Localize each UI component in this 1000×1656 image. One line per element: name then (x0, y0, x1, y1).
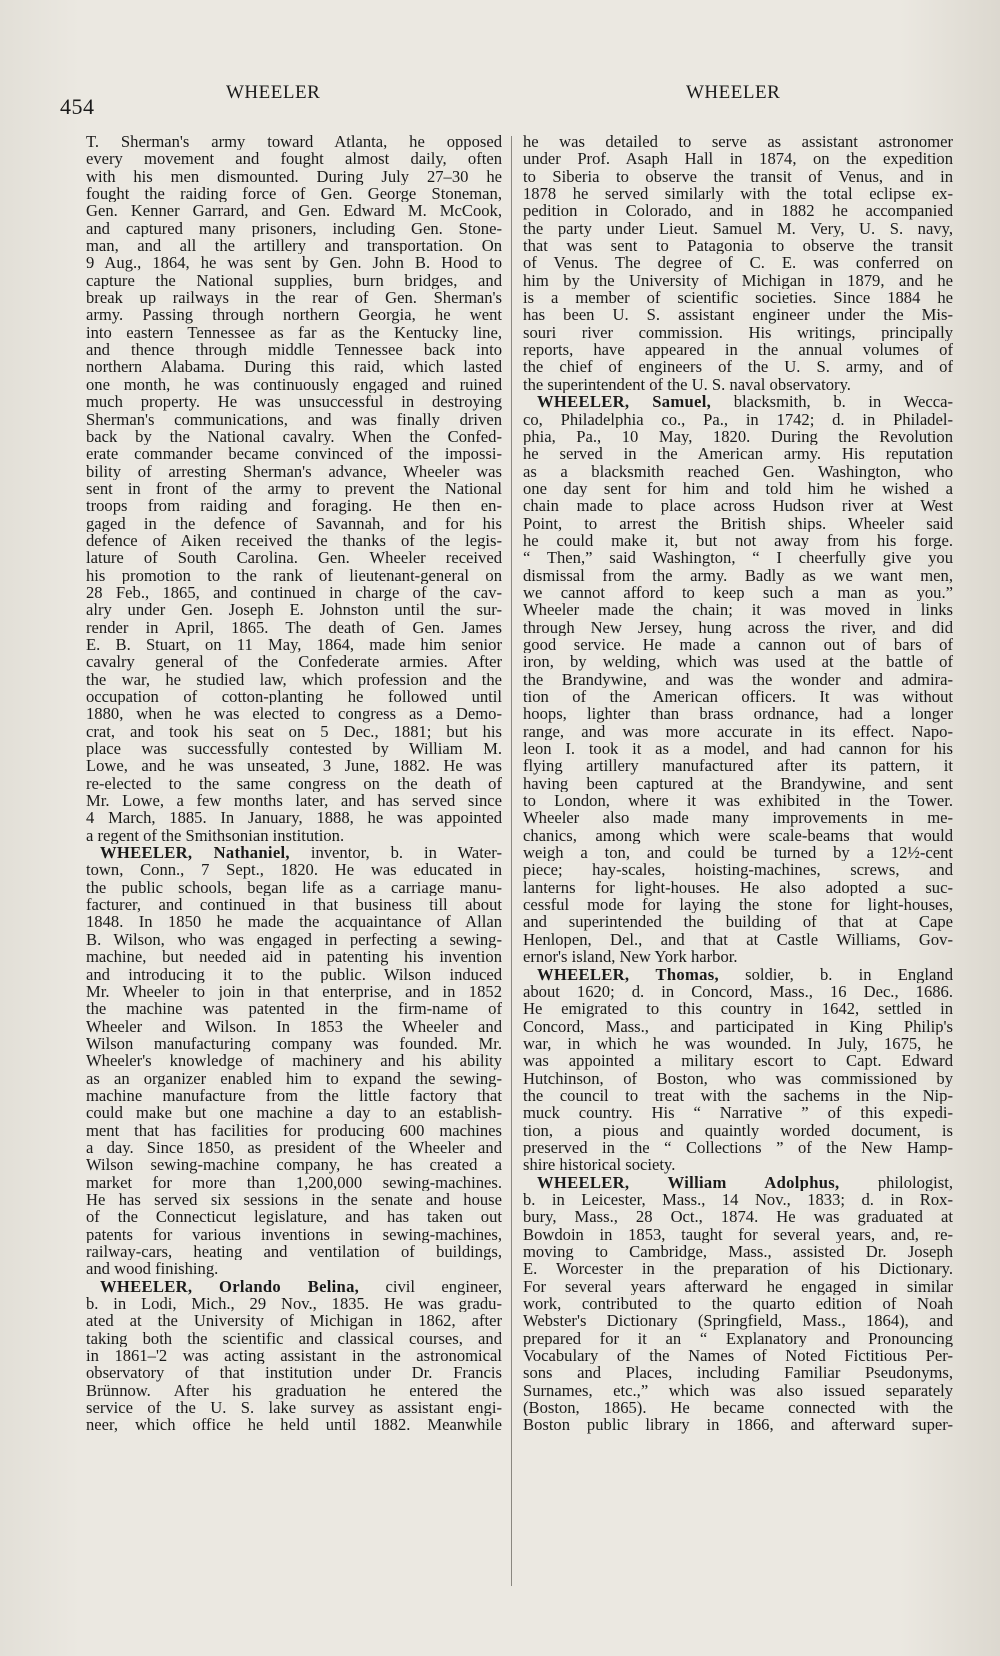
text-line: Brünnow. After his graduation he entered the (86, 1381, 502, 1400)
text-line: and wood finishing. (86, 1260, 219, 1278)
text-line: souri river commission. His writings, principally (523, 323, 953, 342)
left-text-column (86, 133, 502, 1434)
text-line: defence of Aiken received the thanks of the legis- (86, 531, 502, 550)
text-line: Bowdoin in 1853, taught for several years, and, re- (523, 1225, 953, 1243)
text-line: crat, and took his seat on 5 Dec., 1881; but his (86, 722, 502, 741)
entry-headword: WHEELER, Thomas, (537, 965, 719, 983)
text-line: one day sent for him and told him he wished a (523, 479, 953, 498)
text-line: troops from raiding and foraging. He then en- (86, 497, 502, 515)
text-line: hoops, lighter than brass ordnance, had a longer (523, 705, 953, 723)
text-line: lature of South Carolina. Gen. Wheeler received (86, 549, 502, 567)
text-line: him by the University of Michigan in 1879, and he (523, 271, 953, 290)
text-line: his promotion to the rank of lieutenant-general on (86, 566, 502, 584)
text-line: a day. Since 1850, as president of the Wheeler and (86, 1138, 502, 1157)
text-line: observatory of that institution under Dr. Francis (86, 1364, 502, 1382)
text-line: tion, a pious and quaintly worded document, is (523, 1121, 953, 1139)
text-line: bury, Mass., 28 Oct., 1874. He was graduated at (523, 1208, 953, 1226)
text-line: market for more than 1,200,000 sewing-machines. (86, 1173, 502, 1191)
text-line: erate commander became convinced of the impossi- (86, 445, 502, 463)
text-line: service of the U. S. lake survey as assistant engi- (86, 1399, 502, 1417)
text-line: alry under Gen. Joseph E. Johnston until the sur- (86, 601, 502, 619)
text-line: reports, have appeared in the annual volumes of (523, 341, 953, 359)
text-line: Wilson manufacturing company was founded. Mr. (86, 1034, 502, 1053)
text-line: back by the National cavalry. When the Confed- (86, 427, 502, 446)
page-number: 454 (60, 94, 95, 119)
text-line: town, Conn., 7 Sept., 1820. He was educated in (86, 861, 502, 879)
text-line: the public schools, began life as a carriage manu- (86, 878, 502, 897)
text-line: iron, by welding, which was used at the battle of (523, 653, 953, 671)
text-line: is a member of scientific societies. Since 1884 he (523, 289, 953, 307)
text-line: man, and all the artillery and transportation. On (86, 237, 502, 255)
text-line: Lowe, and he was unseated, 3 June, 1882. He was (86, 757, 502, 775)
text-line: WHEELER, Samuel, blacksmith, b. in Wecca- (537, 393, 953, 411)
text-line: the superintendent of the U. S. naval observatory. (523, 375, 851, 394)
text-line: army. Passing through northern Georgia, he went (86, 306, 502, 324)
text-line: in 1861–'2 was acting assistant in the astronomical (86, 1347, 502, 1365)
text-line: Surnames, etc.,” which was also issued separately (523, 1381, 953, 1400)
text-line: gaged in the defence of Savannah, and for his (86, 514, 502, 532)
text-line: the machine was patented in the firm-name of (86, 1000, 502, 1018)
text-line: He has served six sessions in the senate and house (86, 1190, 502, 1209)
text-line: war, in which he was wounded. In July, 1675, he (523, 1034, 953, 1053)
text-line: Webster's Dictionary (Springfield, Mass., 1864), and (523, 1312, 953, 1330)
text-line: and superintended the building of that at Cape (523, 913, 953, 931)
text-line: taking both the scientific and classical courses, and (86, 1329, 502, 1348)
text-line: ment that has facilities for producing 600 machines (86, 1121, 502, 1139)
text-line: through New Jersey, hung across the river, and did (523, 618, 953, 636)
text-line: piece; hay-scales, hoisting-machines, screws, and (523, 861, 953, 879)
running-head-right: WHEELER (686, 82, 781, 103)
text-line: Wheeler also made many improvements in me- (523, 809, 953, 827)
text-line: good service. He made a cannon out of bars of (523, 635, 953, 654)
text-line: lanterns for light-houses. He also adopted a suc- (523, 878, 953, 897)
text-line: the Brandywine, and was the wonder and admira- (523, 670, 953, 688)
text-line: Wheeler and Wilson. In 1853 the Wheeler and (86, 1017, 502, 1035)
text-line: WHEELER, Orlando Belina, civil engineer, (100, 1277, 502, 1296)
text-line: 28 Feb., 1865, and continued in charge of the cav- (86, 583, 502, 602)
text-line: with his men dismounted. During July 27–30 he (86, 167, 502, 186)
text-line: Henlopen, Del., and that at Castle Williams, Gov- (523, 930, 953, 949)
text-line: machine, but needed aid in patenting his invention (86, 948, 502, 966)
text-line: T. Sherman's army toward Atlanta, he opposed (86, 133, 502, 151)
text-line: to London, where it was exhibited in the Tower. (523, 792, 953, 810)
right-text-column (523, 133, 953, 1434)
text-line: sons and Places, including Familiar Pseudonyms, (523, 1364, 953, 1382)
text-line: He emigrated to this country in 1642, settled in (523, 1000, 953, 1018)
text-line: the council to treat with the sachems in the Nip- (523, 1086, 953, 1105)
text-line: cavalry general of the Confederate armies. After (86, 653, 502, 671)
text-line: into eastern Tennessee as far as the Kentucky line, (86, 323, 502, 342)
text-line: Wilson sewing-machine company, he has created a (86, 1156, 502, 1174)
text-line: WHEELER, Thomas, soldier, b. in England (537, 965, 953, 983)
entry-headword: WHEELER, Orlando Belina, (100, 1277, 360, 1296)
text-line: Point, to arrest the British ships. Wheeler said (523, 514, 953, 532)
text-line: cessful mode for laying the stone for light-houses, (523, 896, 953, 914)
text-line: dismissal from the army. Badly as we want men, (523, 566, 953, 584)
text-line: facturer, and continued in that business till about (86, 896, 502, 914)
text-line: flying artillery manufactured after its pattern, it (523, 757, 953, 775)
text-line: Vocabulary of the Names of Noted Fictitious Per- (523, 1347, 953, 1365)
text-line: bility of arresting Sherman's advance, Wheeler was (86, 462, 502, 480)
text-line: one month, he was continuously engaged and ruined (86, 375, 502, 394)
text-line: chain made to place across Hudson river at West (523, 497, 953, 515)
text-line: a regent of the Smithsonian institution. (86, 826, 345, 845)
text-line: of Venus. The degree of C. E. was conferred on (523, 254, 953, 272)
column-divider (511, 136, 512, 1586)
text-line: 1878 he served similarly with the total eclipse ex- (523, 185, 953, 203)
text-line: 1880, when he was elected to congress as a Demo- (86, 705, 502, 723)
text-line: as an organizer enabled him to expand the sewing- (86, 1069, 502, 1087)
text-line: having been captured at the Brandywine, and sent (523, 774, 953, 793)
running-head-left: WHEELER (226, 82, 321, 103)
text-line: that was sent to Patagonia to observe the transit (523, 237, 953, 255)
entry-headword: WHEELER, William Adolphus, (537, 1173, 840, 1191)
text-line: every movement and fought almost daily, often (86, 150, 502, 168)
text-line: leon I. took it as a model, and had cannon for his (523, 740, 953, 758)
text-line: the party under Lieut. Samuel M. Very, U. S. navy, (523, 219, 953, 238)
text-line: ated at the University of Michigan in 1862, after (86, 1312, 502, 1330)
text-line: machine manufacture from the little factory that (86, 1086, 502, 1105)
text-line: of the Connecticut legislature, and has taken out (86, 1208, 502, 1226)
text-line: muck country. His “ Narrative ” of this expedi- (523, 1104, 953, 1122)
text-line: railway-cars, heating and ventilation of buildings, (86, 1243, 502, 1261)
text-line: weigh a ton, and could be turned by a 12½-cent (523, 844, 953, 862)
text-line: and introducing it to the public. Wilson induced (86, 965, 502, 983)
text-line: was appointed a military escort to Capt. Edward (523, 1052, 953, 1070)
text-line: E. B. Stuart, on 11 May, 1864, made him senior (86, 635, 502, 654)
text-line: fought the raiding force of Gen. George Stoneman, (86, 185, 502, 203)
text-line: the war, he studied law, which profession and the (86, 670, 502, 688)
text-line: as a blacksmith reached Gen. Washington, who (523, 462, 953, 480)
text-line: Boston public library in 1866, and afterward super- (523, 1416, 953, 1434)
text-line: has been U. S. assistant engineer under the Mis- (523, 306, 953, 324)
text-line: Sherman's communications, and was finally driven (86, 410, 502, 428)
text-line: shire historical society. (523, 1156, 676, 1174)
text-line: For several years afterward he engaged in similar (523, 1277, 953, 1296)
text-line: “ Then,” said Washington, “ I cheerfully give you (523, 549, 953, 567)
text-line: Wheeler made the chain; it was moved in links (523, 601, 953, 619)
text-line: place was successfully contested by William M. (86, 740, 502, 758)
text-line: capture the National supplies, burn bridges, and (86, 271, 502, 290)
text-line: phia, Pa., 10 May, 1820. During the Revolution (523, 427, 953, 446)
text-line: b. in Lodi, Mich., 29 Nov., 1835. He was gradu- (86, 1295, 502, 1313)
text-line: render in April, 1865. The death of Gen. James (86, 618, 502, 636)
text-line: northern Alabama. During this raid, which lasted (86, 358, 502, 376)
text-line: the chief of engineers of the U. S. army, and of (523, 358, 953, 376)
text-line: and thence through middle Tennessee back into (86, 341, 502, 359)
text-line: co, Philadelphia co., Pa., in 1742; d. in Philadel- (523, 410, 953, 428)
entry-headword: WHEELER, Nathaniel, (100, 844, 290, 862)
text-line: E. Worcester in the preparation of his Dictionary. (523, 1260, 953, 1278)
text-line: Hutchinson, of Boston, who was commissioned by (523, 1069, 953, 1087)
text-line: 9 Aug., 1864, he was sent by Gen. John B. Hood to (86, 254, 502, 272)
text-line: and captured many prisoners, including Gen. Stone- (86, 219, 502, 238)
text-line: ernor's island, New York harbor. (523, 948, 738, 966)
entry-headword: WHEELER, Samuel, (537, 393, 712, 411)
text-line: WHEELER, Nathaniel, inventor, b. in Water- (100, 844, 502, 862)
text-line: re-elected to the same congress on the death of (86, 774, 502, 793)
text-line: b. in Leicester, Mass., 14 Nov., 1833; d. in Rox- (523, 1190, 953, 1209)
text-line: work, contributed to the quarto edition of Noah (523, 1295, 953, 1313)
text-line: occupation of cotton-planting he followed until (86, 688, 502, 706)
text-line: patents for various inventions in sewing-machines, (86, 1225, 502, 1243)
text-line: under Prof. Asaph Hall in 1874, on the expedition (523, 150, 953, 168)
text-line: moving to Cambridge, Mass., assisted Dr. Joseph (523, 1243, 953, 1261)
text-line: Gen. Kenner Garrard, and Gen. Edward M. McCook, (86, 202, 502, 220)
text-line: Mr. Lowe, a few months later, and has served since (86, 792, 502, 810)
text-line: to Siberia to observe the transit of Venus, and in (523, 167, 953, 186)
text-line: prepared for it an “ Explanatory and Pronouncing (523, 1329, 953, 1348)
text-line: 4 March, 1885. In January, 1888, he was appointed (86, 809, 502, 827)
text-line: neer, which office he held until 1882. Meanwhile (86, 1416, 502, 1434)
text-line: range, and was more accurate in its effect. Napo- (523, 722, 953, 741)
text-line: chanics, among which were scale-beams that would (523, 826, 953, 845)
text-line: he could make it, but not away from his forge. (523, 531, 953, 550)
text-line: WHEELER, William Adolphus, philologist, (537, 1173, 953, 1191)
text-line: could make but one machine a day to an establish- (86, 1104, 502, 1122)
text-line: he was detailed to serve as assistant astronomer (523, 133, 953, 151)
text-line: Wheeler's knowledge of machinery and his ability (86, 1052, 502, 1070)
text-line: sent in front of the army to prevent the National (86, 479, 502, 498)
text-line: much property. He was unsuccessful in destroying (86, 393, 502, 411)
text-line: about 1620; d. in Concord, Mass., 16 Dec., 1686. (523, 982, 953, 1001)
text-line: break up railways in the rear of Gen. Sherman's (86, 289, 502, 307)
text-line: 1848. In 1850 he made the acquaintance of Allan (86, 913, 502, 931)
text-line: (Boston, 1865). He became connected with the (523, 1399, 953, 1417)
text-line: pedition in Colorado, and in 1882 he accompanied (523, 202, 953, 220)
text-line: we cannot afford to keep such a man as you.” (523, 583, 953, 602)
text-line: Concord, Mass., and participated in King Philip's (523, 1017, 953, 1035)
text-line: B. Wilson, who was engaged in perfecting a sewing- (86, 930, 502, 949)
text-line: preserved in the “ Collections ” of the New Hamp- (523, 1138, 953, 1157)
text-line: Mr. Wheeler to join in that enterprise, and in 1852 (86, 982, 502, 1001)
text-line: tion of the American officers. It was without (523, 688, 953, 706)
text-line: he served in the American army. His reputation (523, 445, 953, 463)
